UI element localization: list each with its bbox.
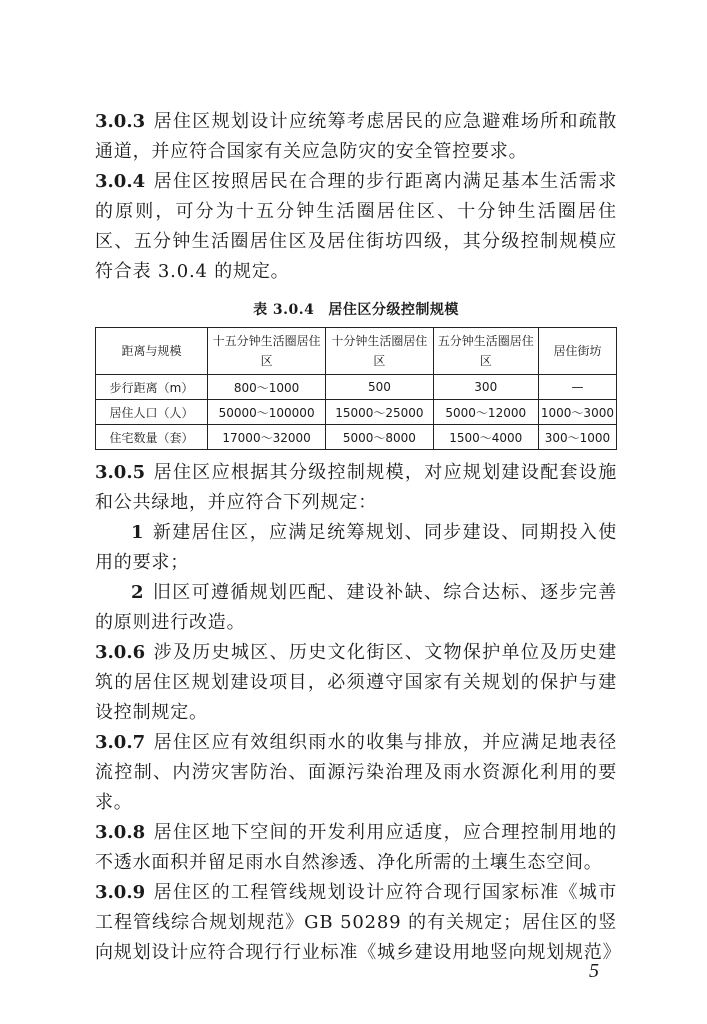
item-text: 旧区可遵循规划匹配、建设补缺、综合达标、逐步完善的原则进行改造。 [95,582,617,633]
clause-3-0-9 [95,878,622,968]
clause-number: 3.0.6 [95,642,146,663]
clause-number: 3.0.5 [95,462,146,483]
clause-text: 居住区应根据其分级控制规模，对应规划建设配套设施和公共绿地，并应符合下列规定： [95,462,617,513]
table-title: 居住区分级控制规模 [328,302,459,318]
table-cell: 300 [433,375,538,400]
table-row [96,425,617,450]
clause-3-0-6 [95,638,617,728]
clause-3-0-7 [95,728,617,818]
table-cell: 500 [326,375,433,400]
clause-number: 3.0.4 [95,171,146,192]
table-cell: 1500～4000 [433,425,538,450]
clause-3-0-5-item-2 [95,578,617,638]
table-number: 表 3.0.4 [253,302,315,318]
clause-text: 居住区的工程管线规划设计应符合现行国家标准《城市工程管线综合规划规范》GB 50289 的有关规定；居住区的竖向规划设计应符合现行行业标准《城乡建设用地竖向规划规范》 [95,882,622,963]
table-cell: 居住人口（人） [96,400,208,425]
table-cell: 5000～12000 [433,400,538,425]
table-cell: 50000～100000 [208,400,326,425]
clause-3-0-8 [95,818,617,878]
table-cell: — [538,375,616,400]
clause-number: 3.0.9 [95,882,146,903]
clause-text: 居住区规划设计应统筹考虑居民的应急避难场所和疏散通道，并应符合国家有关应急防灾的安全管控要求。 [95,111,617,162]
clause-3-0-3 [95,107,617,167]
table-cell: 1000～3000 [538,400,616,425]
document-page [95,107,622,968]
table-header-row [96,328,617,375]
clause-text: 居住区地下空间的开发利用应适度，应合理控制用地的不透水面积并留足雨水自然渗透、净化所需的土壤生态空间。 [95,822,617,873]
table-row [96,375,617,400]
header-cell: 十五分钟生活圈居住区 [208,328,326,375]
clause-number: 3.0.7 [95,732,146,753]
table-cell: 800～1000 [208,375,326,400]
table-caption [95,299,617,319]
clause-3-0-4 [95,167,617,287]
table-cell: 住宅数量（套） [96,425,208,450]
table-cell: 步行距离（m） [96,375,208,400]
clause-text: 居住区应有效组织雨水的收集与排放，并应满足地表径流控制、内涝灾害防治、面源污染治理及雨水资源化利用的要求。 [95,732,617,813]
header-cell: 居住街坊 [538,328,616,375]
clause-3-0-5-item-1 [95,518,617,578]
clause-number: 3.0.8 [95,822,146,843]
item-number: 1 [131,522,145,543]
clause-3-0-5 [95,458,617,518]
header-cell: 五分钟生活圈居住区 [433,328,538,375]
header-cell: 十分钟生活圈居住区 [326,328,433,375]
item-text: 新建居住区，应满足统筹规划、同步建设、同期投入使用的要求； [95,522,617,573]
clause-number: 3.0.3 [95,111,146,132]
scale-table [95,327,617,450]
clause-text: 涉及历史城区、历史文化街区、文物保护单位及历史建筑的居住区规划建设项目，必须遵守国家有关规划的保护与建设控制规定。 [95,642,617,723]
page-number: 5 [589,960,599,982]
table-cell: 17000～32000 [208,425,326,450]
header-cell: 距离与规模 [96,328,208,375]
table-row [96,400,617,425]
clause-text: 居住区按照居民在合理的步行距离内满足基本生活需求的原则，可分为十五分钟生活圈居住区、十分钟生活圈居住区、五分钟生活圈居住区及居住街坊四级，其分级控制规模应符合表 3.0.4 的规定。 [95,171,617,282]
table-cell: 15000～25000 [326,400,433,425]
table-cell: 300～1000 [538,425,616,450]
item-number: 2 [131,582,145,603]
table-cell: 5000～8000 [326,425,433,450]
